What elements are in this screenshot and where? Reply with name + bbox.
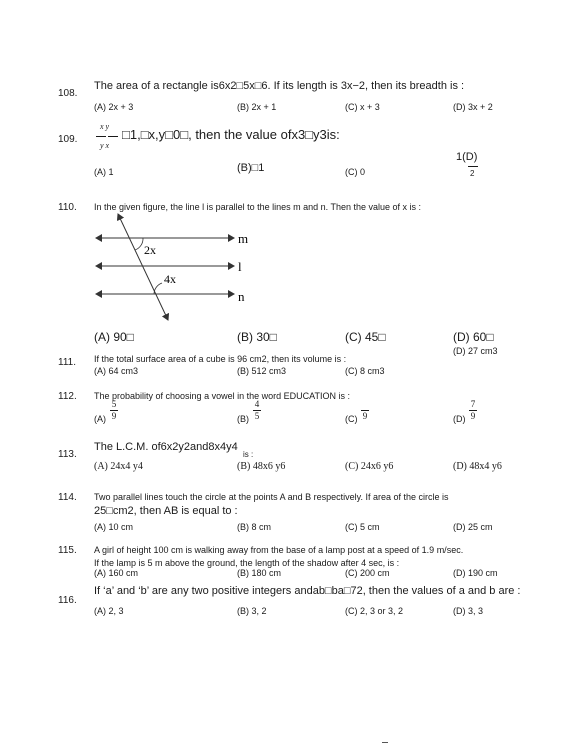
option-a: (A) 64 cm3: [94, 366, 139, 376]
option-c-label: (C): [345, 414, 358, 424]
transversal-line: [118, 214, 168, 320]
fraction-bar: [468, 166, 478, 167]
option-b: (B) 8 cm: [237, 522, 272, 532]
angle-label-2x: 2x: [144, 243, 156, 257]
question-number: 109.: [58, 134, 78, 145]
fraction-bar: [96, 136, 106, 137]
question-text: The probability of choosing a vowel in the word EDUCATION is :: [94, 391, 350, 401]
label-m: m: [238, 231, 249, 246]
option-c-fraction: 9: [362, 411, 368, 421]
option-a-label: (A): [94, 414, 106, 424]
option-b: (B) 48x6 y6: [237, 461, 286, 472]
option-b: (B) 512 cm3: [237, 366, 287, 376]
option-c: (C) 5 cm: [345, 522, 380, 532]
question-number: 113.: [58, 449, 77, 460]
option-d: (D) 190 cm: [453, 568, 498, 578]
question-number: 110.: [58, 202, 77, 213]
option-c: (C) 45□: [345, 330, 386, 344]
question-text-line1: A girl of height 100 cm is walking away from the base of a lamp post at a speed of 1.9 m/sec.: [94, 545, 464, 555]
option-d: (D) 60□: [453, 330, 494, 344]
angle-arc-2x: [135, 238, 143, 250]
label-n: n: [238, 289, 245, 304]
question-number: 112.: [58, 391, 77, 402]
option-c: (C) 2, 3 or 3, 2: [345, 606, 404, 616]
question-text: □1,□x,y□0□, then the value ofx3□y3is:: [122, 127, 340, 142]
question-text-line2: 25□cm2, then AB is equal to :: [94, 505, 238, 517]
option-c: (C) 8 cm3: [345, 366, 385, 376]
option-b: (B) 180 cm: [237, 568, 282, 578]
question-number: 114.: [58, 492, 77, 503]
option-d-denominator: 2: [470, 169, 475, 178]
parallel-lines-figure: [88, 210, 258, 325]
option-a-fraction: 5 9: [111, 399, 117, 421]
option-a: (A) 1: [94, 167, 114, 177]
option-a: (A) 24x4 y4: [94, 461, 143, 472]
option-a: (A) 160 cm: [94, 568, 139, 578]
option-b: (B) 3, 2: [237, 606, 267, 616]
question-text-line1: Two parallel lines touch the circle at the points A and B respectively. If area of the circle is: [94, 492, 449, 502]
label-l: l: [238, 259, 242, 274]
option-c: (C) 200 cm: [345, 568, 390, 578]
fraction-denominators: y x: [100, 141, 110, 150]
option-a: (A) 2x + 3: [94, 102, 134, 112]
fraction-bar: [108, 136, 118, 137]
option-d: (D) 25 cm: [453, 522, 493, 532]
question-text: In the given figure, the line l is parallel to the lines m and n. Then the value of x is :: [94, 202, 422, 212]
question-number: 115.: [58, 545, 77, 556]
option-b: (B) 30□: [237, 330, 277, 344]
angle-label-4x: 4x: [164, 272, 176, 286]
option-c: (C) 0: [345, 167, 365, 177]
option-d: (D) 48x4 y6: [453, 461, 502, 472]
option-b-label: (B): [237, 414, 249, 424]
page-mark: [382, 742, 388, 743]
question-text: The area of a rectangle is6x2□5x□6. If its length is 3x−2, then its breadth is :: [94, 80, 465, 92]
option-d-label: (D): [453, 414, 466, 424]
option-a: (A) 90□: [94, 330, 134, 344]
question-number: 116.: [58, 595, 77, 606]
option-c: (C) 24x6 y6: [345, 461, 394, 472]
option-d: (D) 3x + 2: [453, 102, 493, 112]
question-text: If ‘a’ and ‘b’ are any two positive integers andab□ba□72, then the values of a and b are :: [94, 585, 521, 597]
question-text-subscript: is :: [243, 450, 254, 459]
fraction-numerators: x y: [100, 122, 110, 131]
question-text: If the total surface area of a cube is 96 cm2, then its volume is :: [94, 354, 347, 364]
option-a: (A) 2, 3: [94, 606, 124, 616]
option-d-fraction: 7 9: [470, 399, 476, 421]
option-b: (B)□1: [237, 162, 265, 174]
question-text-line2: If the lamp is 5 m above the ground, the length of the shadow after 4 sec, is :: [94, 558, 400, 568]
question-number: 108.: [58, 88, 78, 99]
option-a: (A) 10 cm: [94, 522, 134, 532]
question-text: The L.C.M. of6x2y2and8x4y4: [94, 441, 238, 453]
question-number: 111.: [58, 357, 76, 368]
option-d: (D) 27 cm3: [453, 346, 498, 356]
option-b: (B) 2x + 1: [237, 102, 277, 112]
option-d: 1(D): [456, 151, 478, 163]
option-b-fraction: 4 5: [254, 399, 260, 421]
option-d: (D) 3, 3: [453, 606, 484, 616]
option-c: (C) x + 3: [345, 102, 380, 112]
